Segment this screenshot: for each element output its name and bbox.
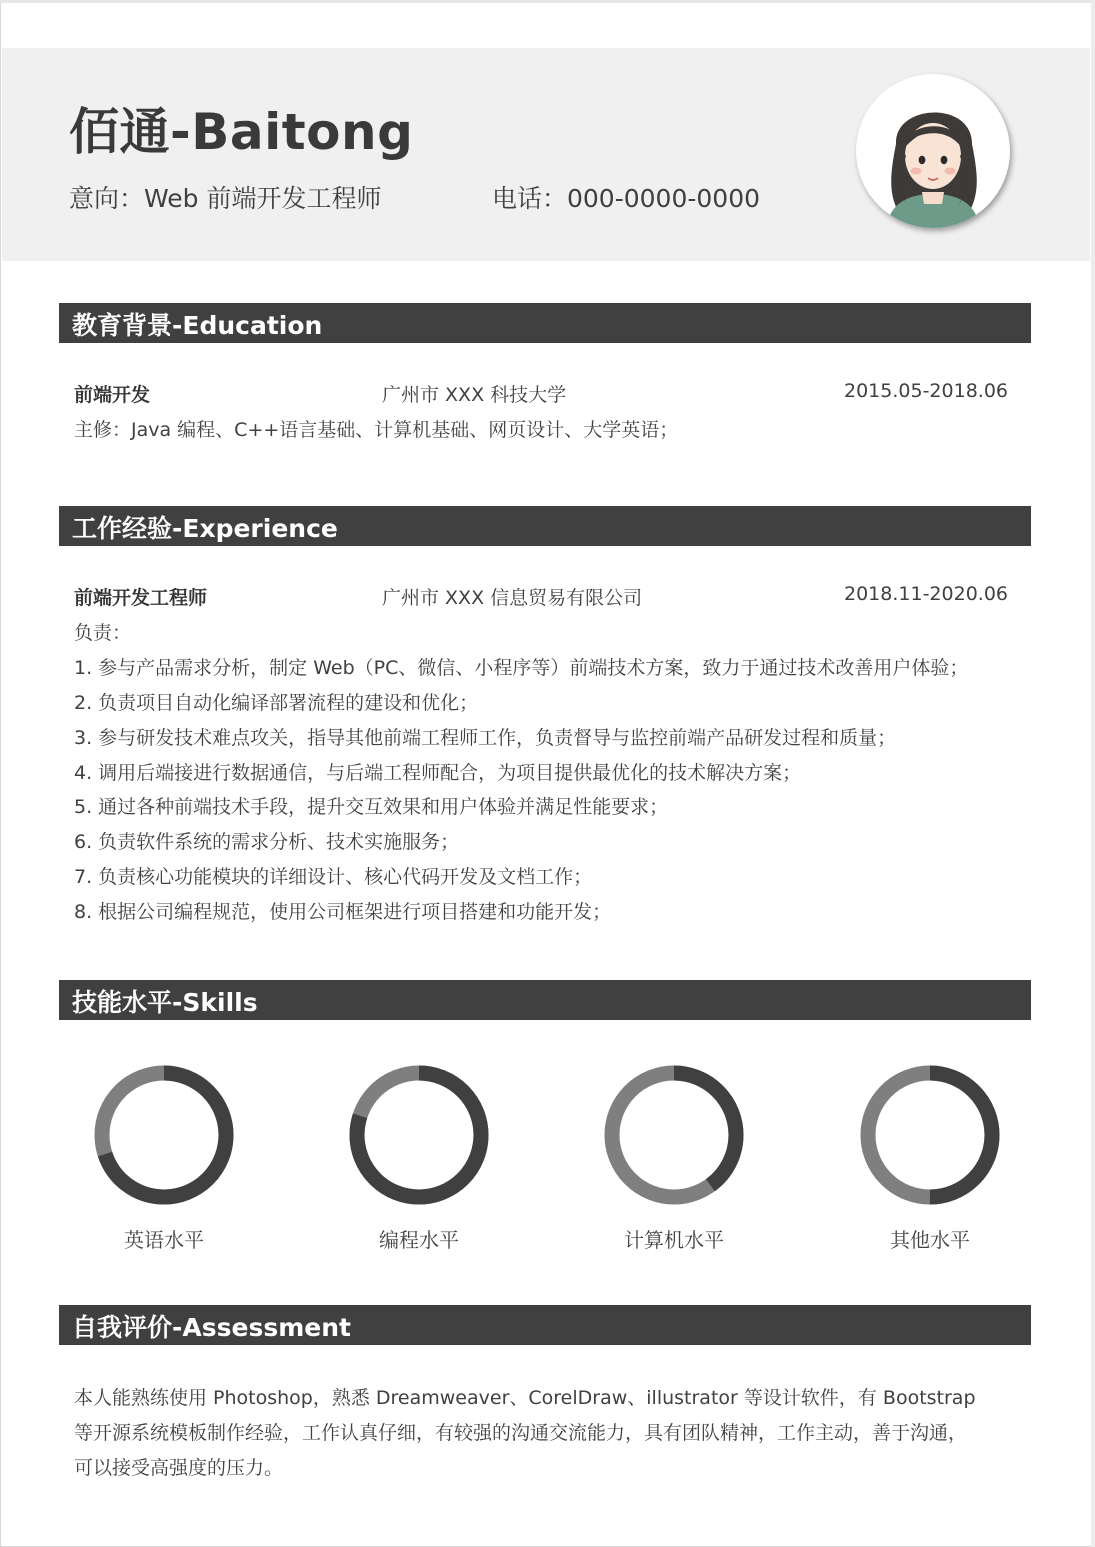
section-assessment-bar: [59, 1305, 1031, 1345]
right-strip: [1091, 0, 1095, 1547]
section-education-title: 教育背景-Education: [72, 311, 323, 340]
skill-ring-icon: [594, 1064, 754, 1206]
section-experience-bar: [59, 506, 1031, 546]
duty-item: 2. 负责项目自动化编译部署流程的建设和优化；: [74, 692, 479, 714]
education-courses: 主修：Java 编程、C++语言基础、计算机基础、网页设计、大学英语；: [74, 419, 679, 441]
skill-label: 其他水平: [890, 1228, 970, 1252]
education-school: 广州市 XXX 科技大学: [382, 384, 567, 406]
skill-other: [850, 1064, 1010, 1252]
skill-english: [84, 1064, 244, 1252]
section-assessment-title: 自我评价-Assessment: [72, 1313, 351, 1342]
assessment-line: 可以接受高强度的压力。: [74, 1457, 284, 1479]
duty-item: 5. 通过各种前端技术手段，提升交互效果和用户体验并满足性能要求；: [74, 796, 669, 818]
skill-ring-icon: [339, 1064, 499, 1206]
duty-item: 4. 调用后端接进行数据通信，与后端工程师配合，为项目提供最优化的技术解决方案；: [74, 762, 802, 784]
skill-label: 计算机水平: [624, 1228, 724, 1252]
resume-header: [2, 48, 1090, 261]
duty-item: 8. 根据公司编程规范，使用公司框架进行项目搭建和功能开发；: [74, 901, 612, 923]
assessment-line: 等开源系统模板制作经验，工作认真仔细，有较强的沟通交流能力，具有团队精神，工作主动，善于沟通，: [74, 1422, 968, 1444]
duty-item: 7. 负责核心功能模块的详细设计、核心代码开发及文档工作；: [74, 866, 593, 888]
education-period: 2015.05-2018.06: [844, 380, 1008, 402]
assessment-line: 本人能熟练使用 Photoshop，熟悉 Dreamweaver、CorelDraw、illustrator 等设计软件，有 Bootstrap: [74, 1387, 976, 1409]
skill-programming: [339, 1064, 499, 1252]
duty-item: 1. 参与产品需求分析，制定 Web（PC、微信、小程序等）前端技术方案，致力于通过技术改善用户体验；: [74, 657, 969, 679]
section-experience-title: 工作经验-Experience: [72, 514, 338, 543]
duty-item: 6. 负责软件系统的需求分析、技术实施服务；: [74, 831, 460, 853]
experience-role: 前端开发工程师: [74, 587, 208, 609]
section-skills-title: 技能水平-Skills: [72, 988, 258, 1017]
candidate-name: 佰通-Baitong: [69, 103, 414, 161]
skill-ring-icon: [850, 1064, 1010, 1206]
experience-intro: 负责：: [74, 622, 132, 644]
skill-label: 英语水平: [124, 1228, 204, 1252]
phone-number: 电话：000-0000-0000: [492, 184, 761, 213]
avatar: [856, 74, 1010, 228]
experience-company: 广州市 XXX 信息贸易有限公司: [382, 587, 643, 609]
avatar-illustration-icon: [856, 74, 1010, 228]
job-intent: 意向：Web 前端开发工程师: [69, 184, 382, 213]
top-strip: [0, 0, 1095, 3]
section-education-bar: [59, 303, 1031, 343]
skill-ring-icon: [84, 1064, 244, 1206]
education-major: 前端开发: [74, 384, 151, 406]
skill-computer: [594, 1064, 754, 1252]
skill-label: 编程水平: [379, 1228, 459, 1252]
experience-period: 2018.11-2020.06: [844, 583, 1008, 605]
duty-item: 3. 参与研发技术难点攻关，指导其他前端工程师工作，负责督导与监控前端产品研发过程和质量；: [74, 727, 897, 749]
section-skills-bar: [59, 980, 1031, 1020]
